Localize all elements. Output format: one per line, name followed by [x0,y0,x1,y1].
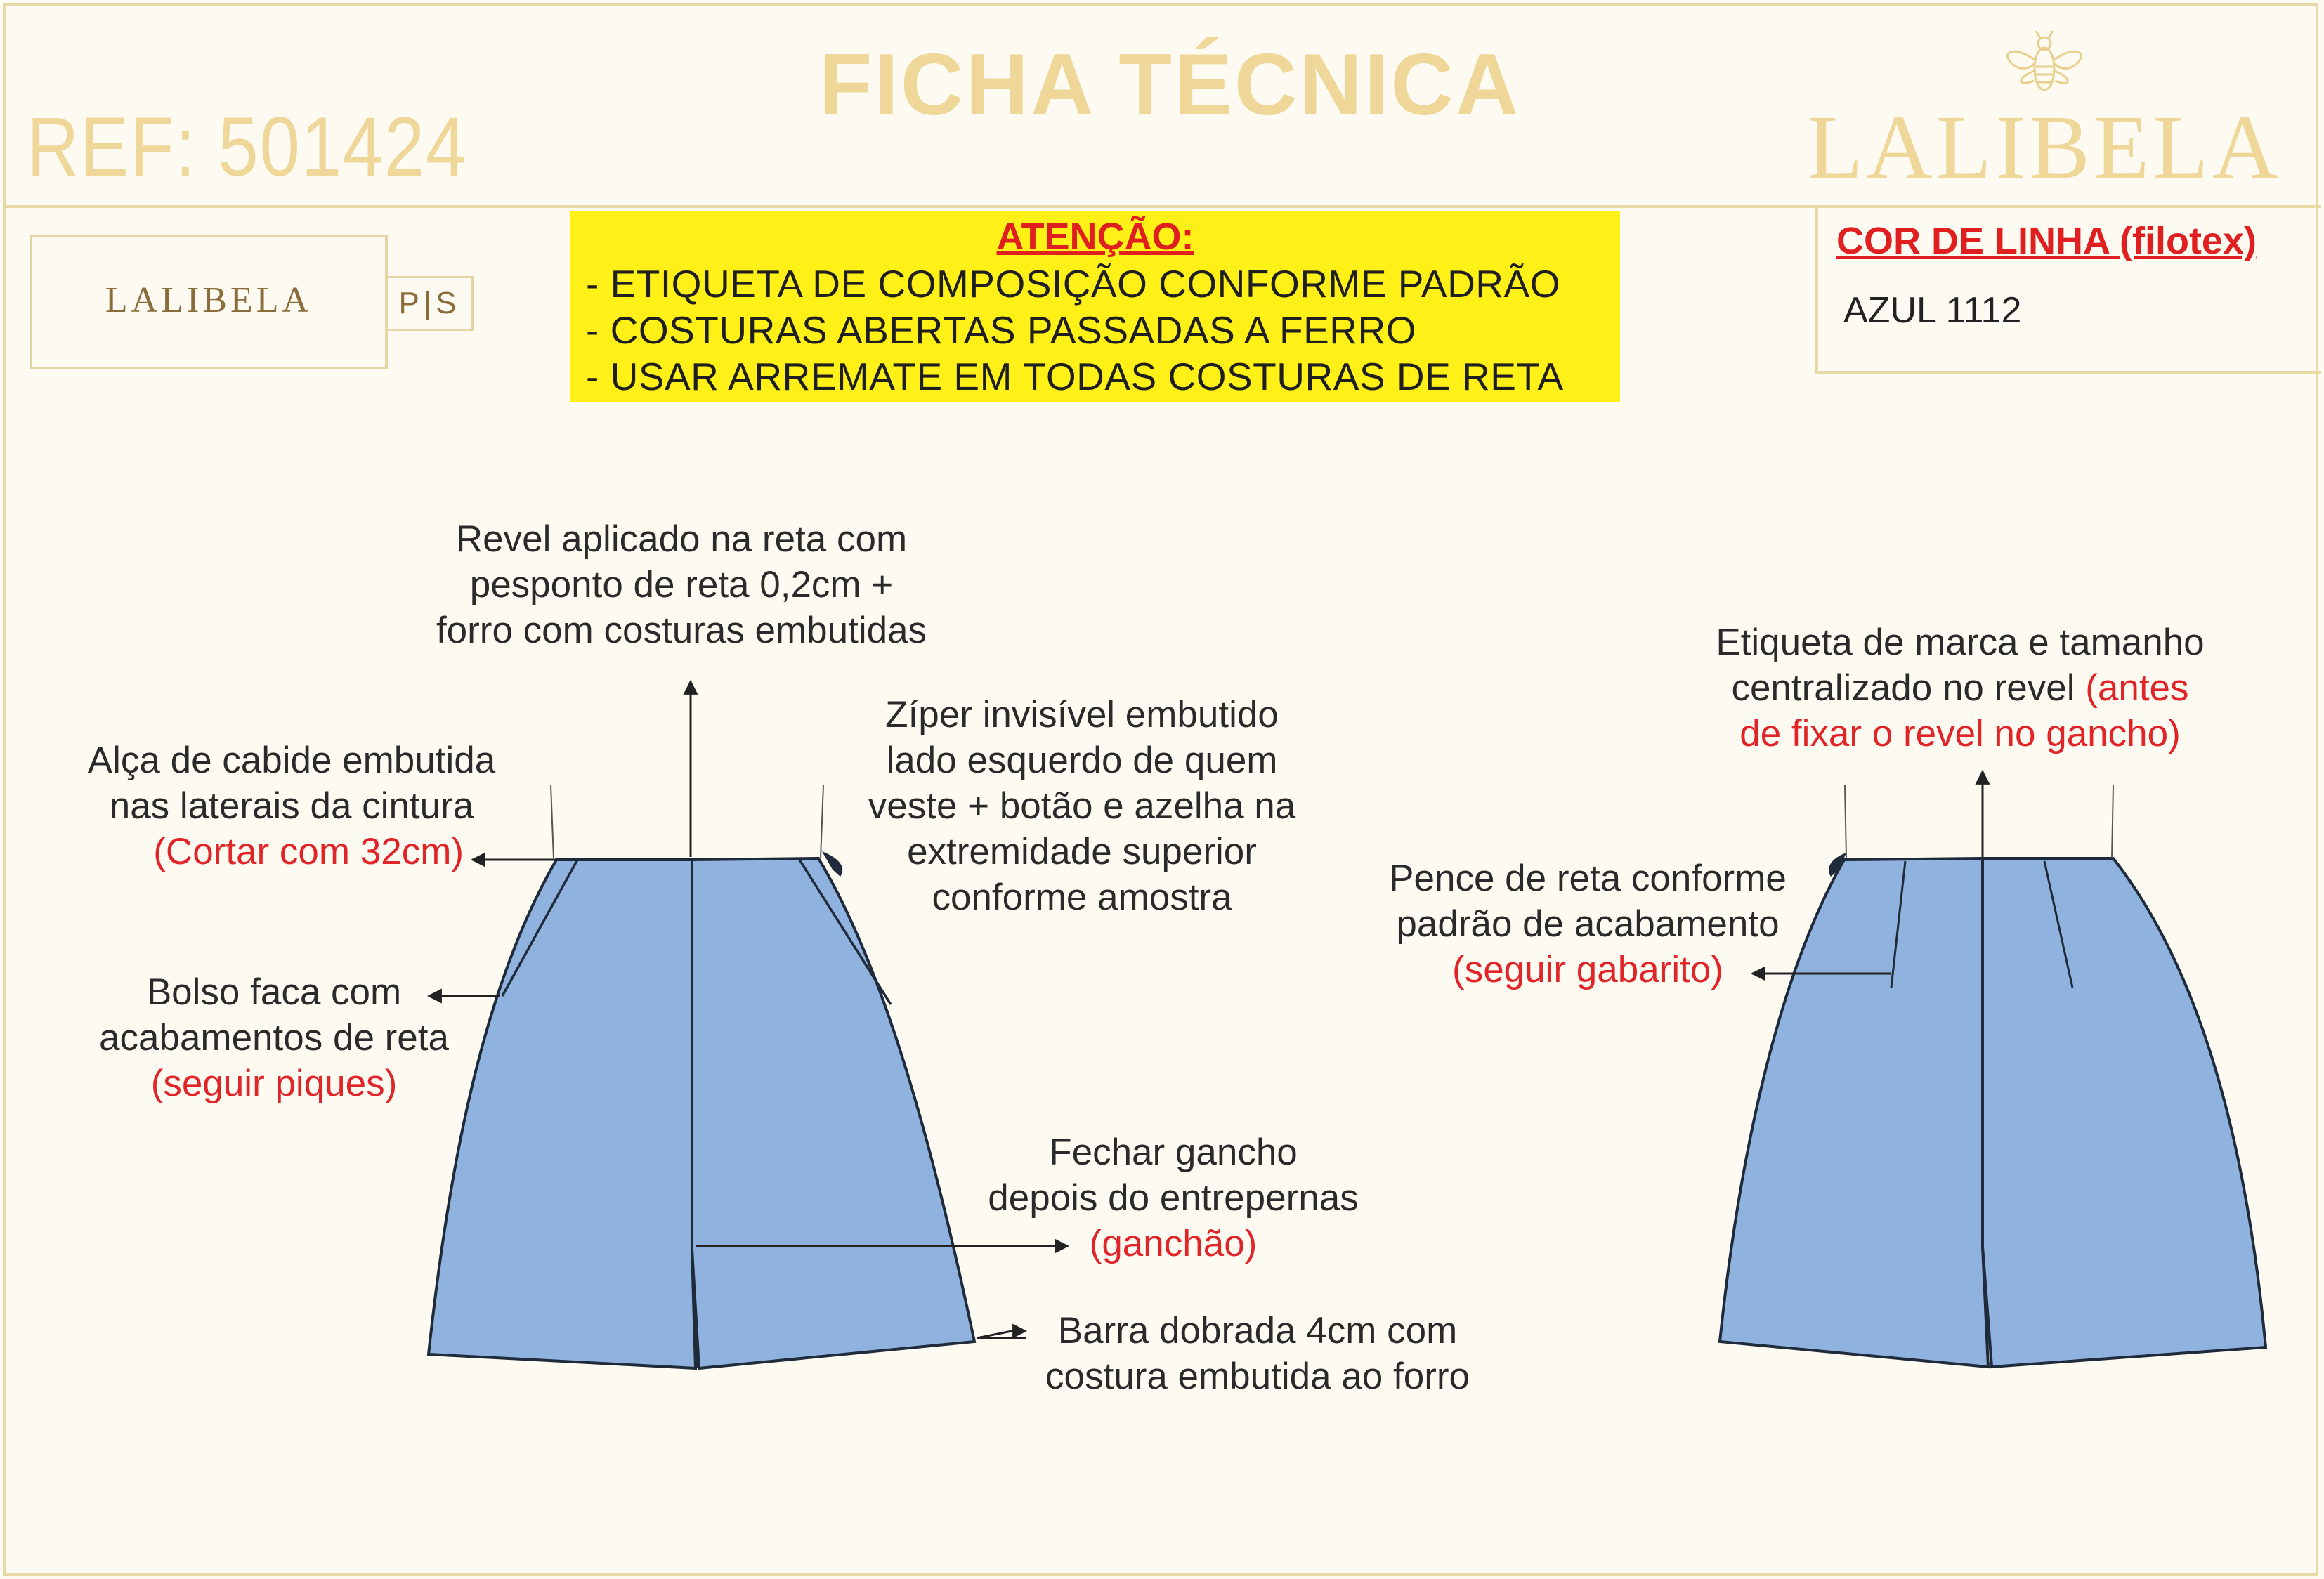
annotation-zipper [822,692,1342,920]
annotation-line: Barra dobrada 4cm com [1057,1310,1458,1351]
annotation-crotch-note: (ganchão) [1089,1223,1258,1264]
annotation-line: pesponto de reta 0,2cm + [469,564,894,605]
annotation-line: lado esquerdo de quem [886,740,1278,781]
annotation-note: de fixar o revel no gancho) [1739,713,2181,754]
thread-color-value: AZUL 1112 [1843,290,2022,331]
annotation-line: centralizado no revel [1731,667,2086,709]
annotation-line: extremidade superior [907,831,1257,872]
annotation-revel [365,516,998,653]
attention-title: ATENÇÃO: [996,216,1194,258]
front-left-leg [429,860,696,1368]
annotation-crotch [941,1129,1405,1221]
back-left-hanger-loop [1845,785,1846,858]
size-tag: P|S [388,276,474,331]
annotation-line: padrão de acabamento [1396,903,1780,945]
annotation-dart [1349,856,1827,947]
annotation-pocket [63,969,485,1061]
annotation-line: depois do entrepernas [988,1177,1359,1219]
annotation-line: nas laterais da cintura [109,785,474,827]
annotation-hanger-loop [42,738,541,829]
attention-line: - COSTURAS ABERTAS PASSADAS A FERRO [586,308,1416,352]
annotation-line: conforme amostra [932,877,1232,918]
annotation-line: costura embutida ao forro [1045,1356,1470,1397]
annotation-note: (antes [2085,667,2189,709]
annotation-line: Revel aplicado na reta com [455,518,908,560]
brand-logo: LALIBELA [1807,97,2282,198]
annotation-hem [1005,1308,1510,1399]
annotation-hanger-note: (Cortar com 32cm) [153,831,464,872]
front-right-leg [692,858,974,1368]
back-right-hanger-loop [2112,785,2113,858]
attention-line: - USAR ARREMATE EM TODAS COSTURAS DE RETA [586,355,1564,398]
thread-color-title: COR DE LINHA (filotex) [1836,220,2257,262]
attention-line: - ETIQUETA DE COMPOSIÇÃO CONFORME PADRÃO [586,262,1560,306]
annotation-line: veste + botão e azelha na [868,785,1296,827]
back-right-leg [1983,858,2266,1367]
annotation-line: Bolso faca com [146,971,402,1013]
left-hanger-loop [551,785,554,858]
annotation-brand-label [1672,620,2248,756]
annotation-line: Alça de cabide embutida [87,740,496,781]
annotation-pocket-note: (seguir piques) [150,1063,398,1104]
annotation-line: Pence de reta conforme [1389,858,1787,899]
annotation-line: forro com costuras embutidas [436,610,927,651]
annotation-line: Etiqueta de marca e tamanho [1716,622,2205,663]
page-title: FICHA TÉCNICA [818,37,1521,133]
annotation-line: Fechar gancho [1049,1132,1298,1173]
annotation-line: Zíper invisível embutido [885,694,1279,735]
reference-code: REF: 501424 [27,100,468,194]
annotation-dart-note: (seguir gabarito) [1452,949,1723,990]
annotation-line: acabamentos de reta [99,1017,449,1059]
label-brand-text: LALIBELA [105,280,313,320]
